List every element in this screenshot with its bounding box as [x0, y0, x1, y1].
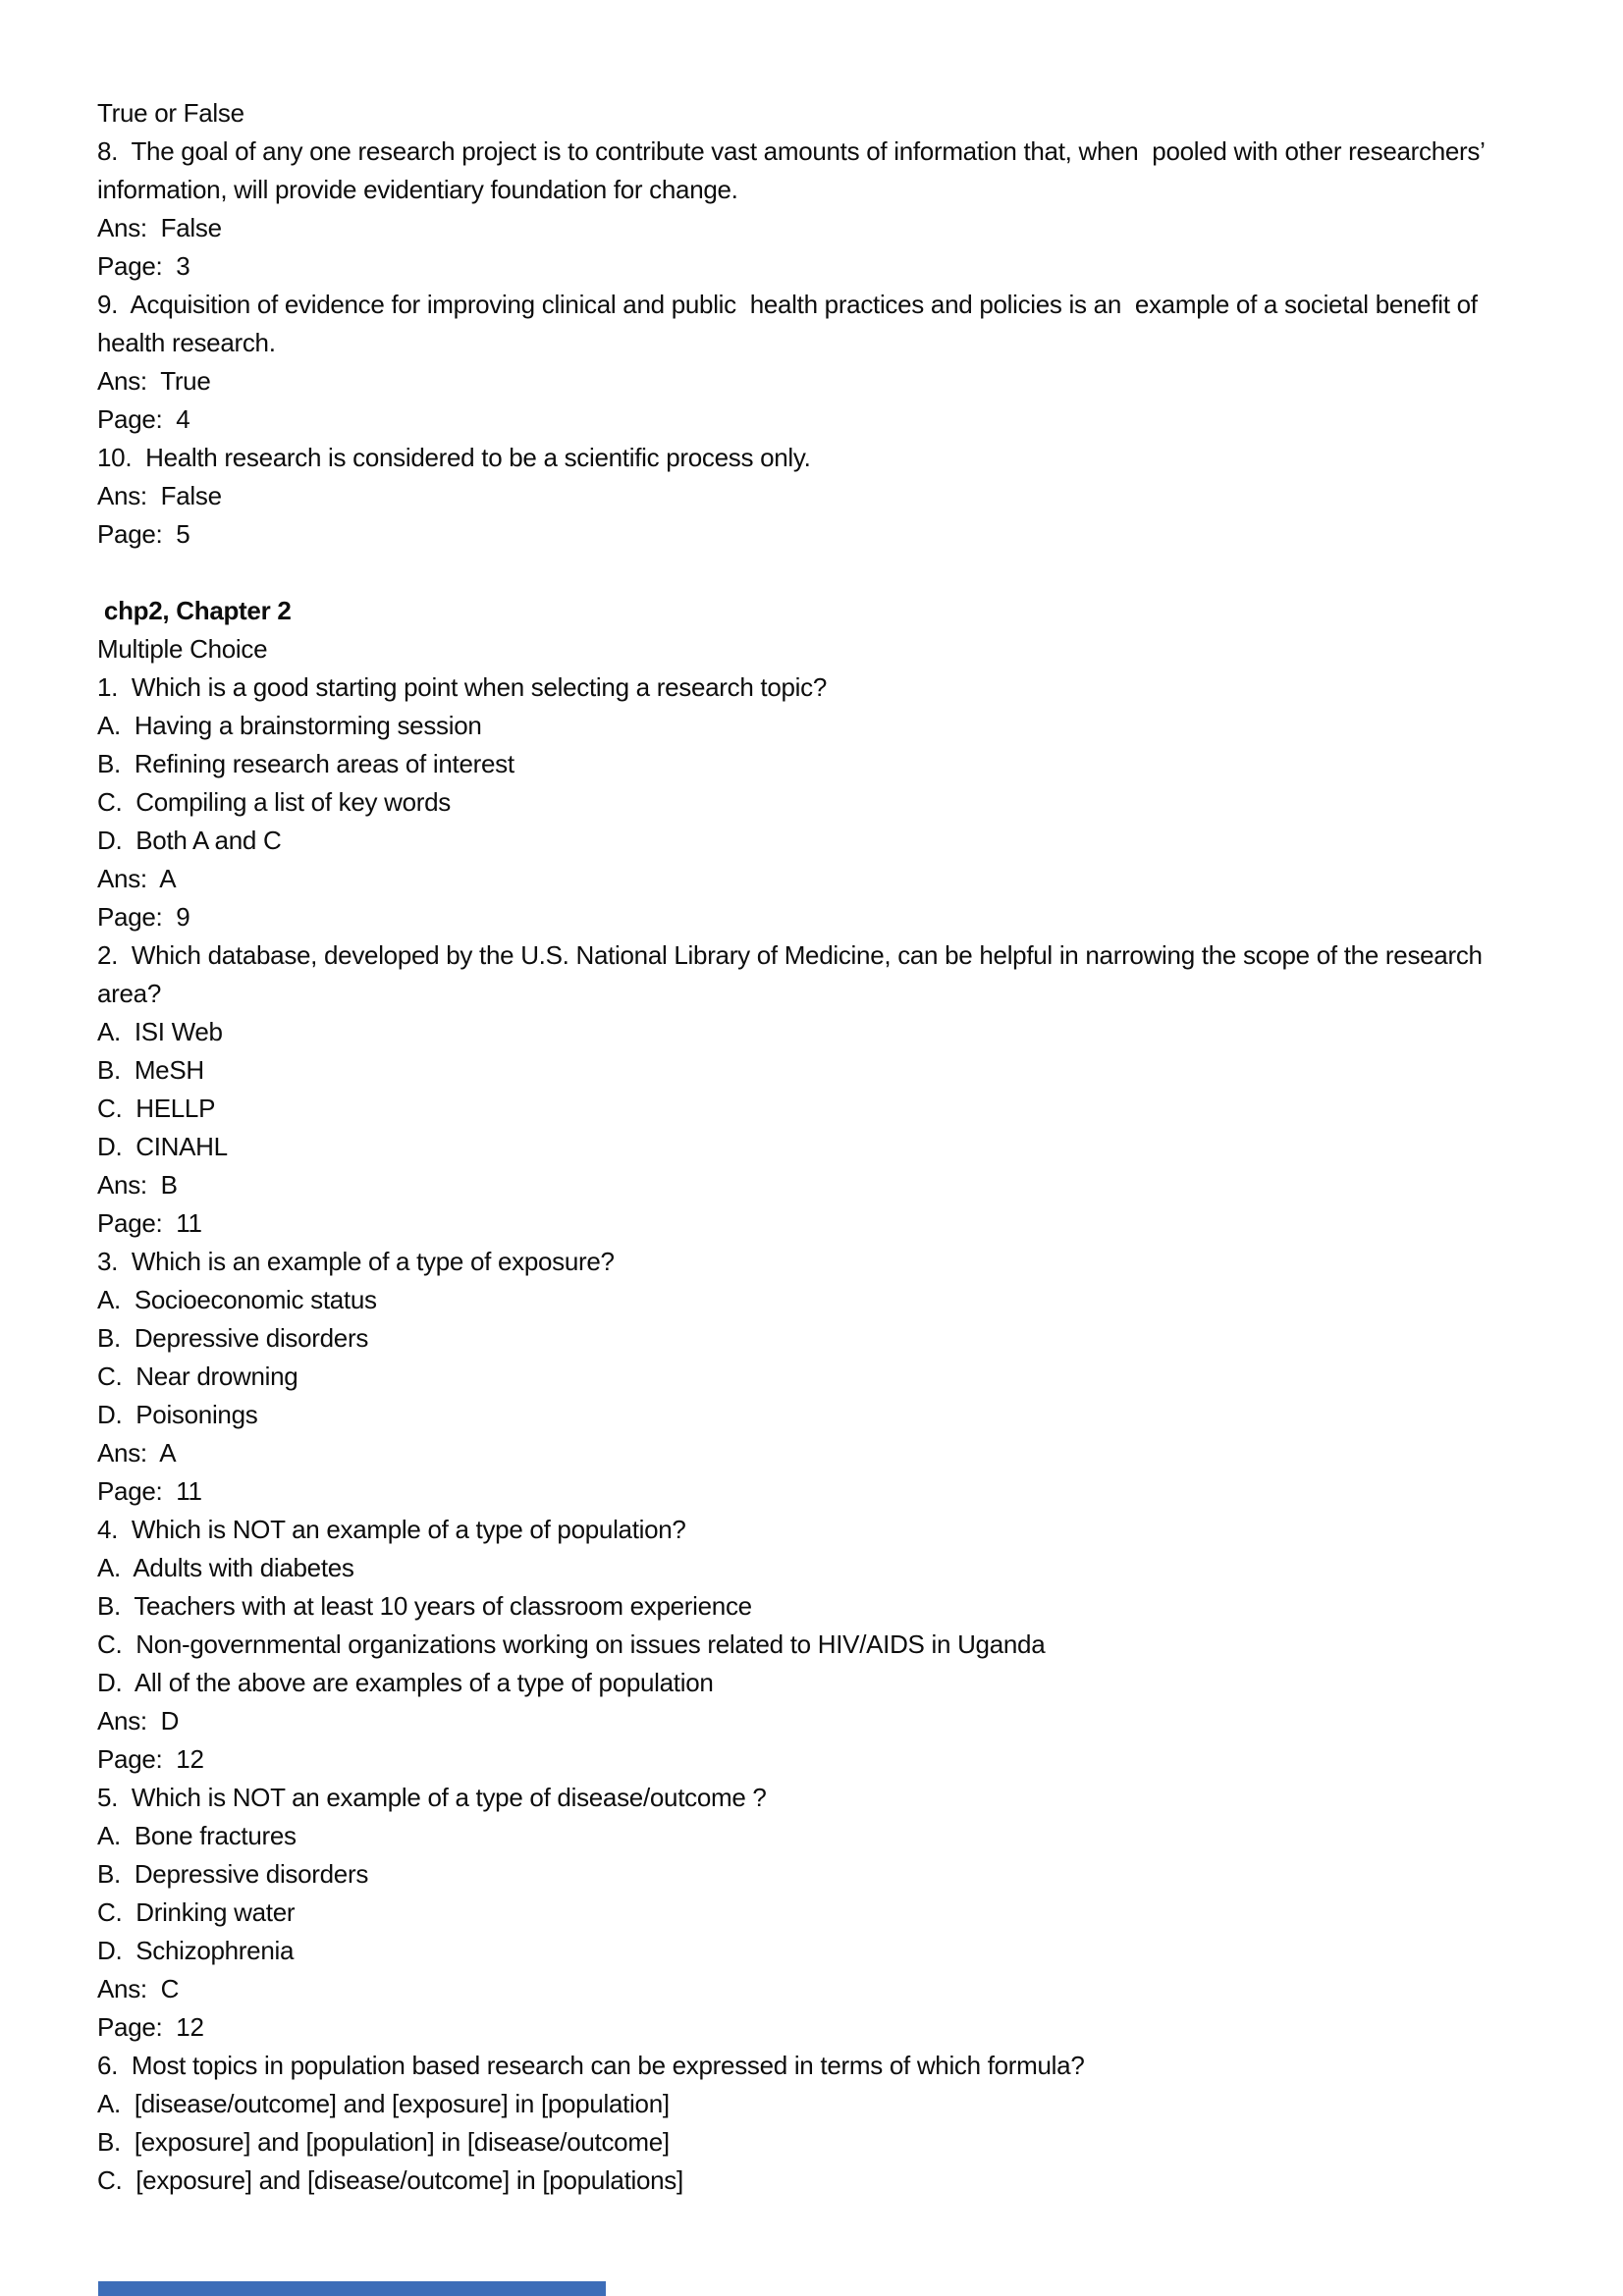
document-line: Page: 4: [97, 404, 190, 434]
document-line: [97, 554, 1564, 592]
document-line: C. [exposure] and [disease/outcome] in [populations]: [97, 2165, 683, 2195]
document-line: B. [exposure] and [population] in [disease/outcome]: [97, 2127, 670, 2157]
document-line: 2. Which database, developed by the U.S. National Library of Medicine, can be helpful in narrowing the scope of the research: [97, 940, 1483, 970]
document-line: Ans: C: [97, 1974, 180, 2003]
document-line: 4. Which is NOT an example of a type of population?: [97, 1515, 686, 1544]
document-line: Page: 9: [97, 902, 190, 932]
document-line: Ans: A: [97, 1438, 177, 1468]
document-line: Page: 11: [97, 1208, 202, 1238]
document-line: chp2, Chapter 2: [97, 596, 292, 625]
document-line: D. Both A and C: [97, 826, 282, 855]
document-line: Ans: D: [97, 1706, 180, 1735]
footer-highlight-bar: [98, 2281, 606, 2296]
document-line: area?: [97, 979, 161, 1008]
document-line: B. Teachers with at least 10 years of classroom experience: [97, 1591, 752, 1621]
document-line: health research.: [97, 328, 276, 357]
document-line: 9. Acquisition of evidence for improving clinical and public health practices and policies is an example of a societal benefit of: [97, 290, 1478, 319]
document-line: B. Depressive disorders: [97, 1323, 369, 1353]
document-line: C. HELLP: [97, 1094, 216, 1123]
document-line: A. Adults with diabetes: [97, 1553, 354, 1582]
document-line: 3. Which is an example of a type of exposure?: [97, 1247, 615, 1276]
document-line: D. Poisonings: [97, 1400, 258, 1429]
document-line: A. ISI Web: [97, 1017, 223, 1046]
document-line: Page: 5: [97, 519, 190, 549]
document-lines: [97, 94, 1564, 2200]
document-line: C. Drinking water: [97, 1897, 296, 1927]
document-line: True or False: [97, 98, 244, 128]
document-line: B. Depressive disorders: [97, 1859, 369, 1889]
document-line: Ans: True: [97, 366, 211, 396]
document-line: 6. Most topics in population based research can be expressed in terms of which formula?: [97, 2051, 1085, 2080]
document-line: C. Compiling a list of key words: [97, 787, 452, 817]
document-line: Ans: False: [97, 213, 222, 242]
document-line: A. Socioeconomic status: [97, 1285, 377, 1314]
document-line: A. [disease/outcome] and [exposure] in [population]: [97, 2089, 670, 2118]
document-line: D. Schizophrenia: [97, 1936, 295, 1965]
document-line: D. All of the above are examples of a type of population: [97, 1668, 714, 1697]
document-line: Ans: False: [97, 481, 222, 510]
document-line: Page: 12: [97, 2012, 204, 2042]
document-line: 8. The goal of any one research project is to contribute vast amounts of information that, when pooled with other researchers’: [97, 136, 1486, 166]
document-line: Page: 11: [97, 1476, 202, 1506]
document-line: B. Refining research areas of interest: [97, 749, 514, 778]
document-line: D. CINAHL: [97, 1132, 228, 1161]
document-line: information, will provide evidentiary foundation for change.: [97, 175, 738, 204]
document-line: B. MeSH: [97, 1055, 204, 1085]
document-line: Ans: B: [97, 1170, 178, 1200]
document-line: 10. Health research is considered to be a scientific process only.: [97, 443, 811, 472]
document-line: C. Non-governmental organizations working on issues related to HIV/AIDS in Uganda: [97, 1629, 1046, 1659]
document-line: C. Near drowning: [97, 1362, 298, 1391]
document-line: Ans: A: [97, 864, 177, 893]
document-line: A. Bone fractures: [97, 1821, 297, 1850]
document-line: 1. Which is a good starting point when selecting a research topic?: [97, 672, 827, 702]
document-line: Page: 3: [97, 251, 190, 281]
document-line: Page: 12: [97, 1744, 204, 1774]
document-line: Multiple Choice: [97, 634, 268, 664]
document-line: 5. Which is NOT an example of a type of disease/outcome ?: [97, 1783, 767, 1812]
document-line: A. Having a brainstorming session: [97, 711, 482, 740]
